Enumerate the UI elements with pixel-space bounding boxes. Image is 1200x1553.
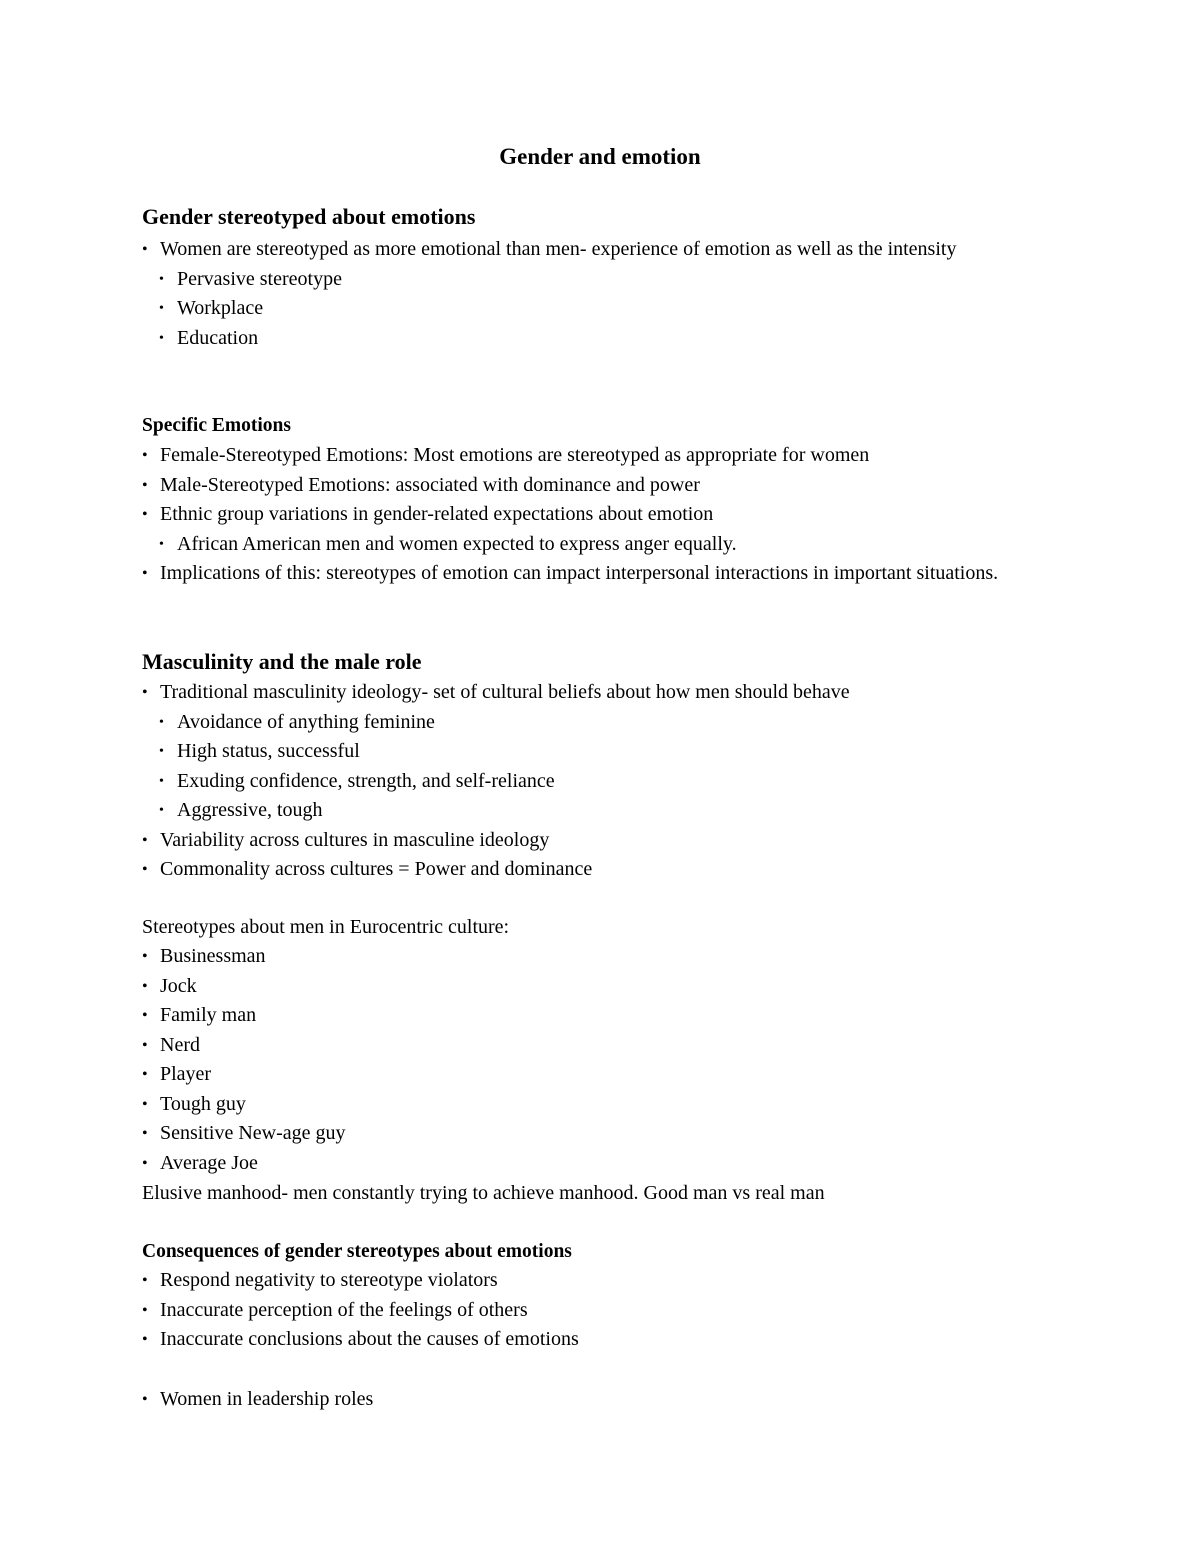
list-item-text: Inaccurate perception of the feelings of others [160, 1298, 528, 1321]
bullet-icon: • [159, 714, 164, 730]
list-item [0, 530, 1200, 560]
list-item [0, 1266, 1200, 1296]
list-item [0, 942, 1200, 972]
list-item-text: Women are stereotyped as more emotional than men- experience of emotion as well as the intensity [160, 238, 957, 260]
list-item [0, 1119, 1200, 1149]
list-item [0, 767, 1200, 797]
elusive-manhood-text: Elusive manhood- men constantly trying to achieve manhood. Good man vs real man [142, 1182, 825, 1204]
list-item-text: Jock [160, 974, 197, 997]
list-item [0, 826, 1200, 856]
list-item-text: High status, successful [177, 740, 360, 762]
list-item-text: African American men and women expected to express anger equally. [177, 532, 737, 555]
eurocentric-stereotypes-intro: Stereotypes about men in Eurocentric culture: [142, 916, 510, 938]
specific-emotions-list [0, 441, 1200, 589]
list-item-text: Male-Stereotyped Emotions: associated with dominance and power [160, 473, 700, 496]
list-item [0, 265, 1200, 295]
list-item-text: Ethnic group variations in gender-related expectations about emotion [160, 503, 714, 525]
list-item-text: Sensitive New-age guy [160, 1122, 346, 1144]
bullet-icon: • [142, 1007, 148, 1024]
list-item-text: Variability across cultures in masculine ideology [160, 828, 550, 851]
gender-stereotypes-list [0, 235, 1200, 353]
consequences-list [0, 1266, 1200, 1355]
list-item-text: Avoidance of anything feminine [177, 710, 435, 733]
bullet-icon: • [159, 301, 164, 316]
list-item-text: Average Joe [160, 1151, 258, 1174]
masculinity-list [0, 678, 1200, 885]
bullet-icon: • [142, 861, 148, 878]
bullet-icon: • [142, 1066, 148, 1083]
list-item-text: Pervasive stereotype [177, 267, 342, 290]
bullet-icon: • [142, 1272, 148, 1289]
section-heading-consequences: Consequences of gender stereotypes about emotions [142, 1241, 572, 1262]
bullet-icon: • [142, 948, 148, 965]
bullet-icon: • [142, 506, 148, 523]
leadership-list [0, 1385, 1200, 1415]
list-item-text: Tough guy [160, 1092, 246, 1115]
list-item [0, 1031, 1200, 1061]
bullet-icon: • [159, 271, 164, 287]
bullet-icon: • [142, 1391, 148, 1408]
page-title: Gender and emotion [499, 144, 701, 169]
list-item [0, 855, 1200, 885]
bullet-icon: • [142, 1125, 148, 1142]
bullet-icon: • [142, 684, 148, 701]
list-item-text: Businessman [160, 945, 266, 967]
bullet-icon: • [142, 476, 148, 494]
list-item [0, 1001, 1200, 1031]
list-item-text: Women in leadership roles [160, 1388, 374, 1410]
list-item [0, 1296, 1200, 1326]
bullet-icon: • [142, 831, 148, 849]
list-item-text: Workplace [177, 297, 264, 319]
section-heading-masculinity: Masculinity and the male role [142, 649, 422, 674]
bullet-icon: • [142, 1301, 148, 1319]
list-item [0, 1325, 1200, 1355]
bullet-icon: • [159, 773, 164, 789]
list-item [0, 324, 1200, 354]
eurocentric-stereotypes-list [0, 942, 1200, 1178]
list-item [0, 235, 1060, 265]
list-item [0, 1149, 1200, 1179]
bullet-icon: • [142, 977, 148, 995]
list-item [0, 500, 1200, 530]
list-item-text: Female-Stereotyped Emotions: Most emotions are stereotyped as appropriate for women [160, 444, 870, 466]
section-heading-specific-emotions: Specific Emotions [142, 415, 291, 436]
list-item-text: Nerd [160, 1033, 200, 1056]
list-item [0, 796, 1200, 826]
bullet-icon: • [142, 1154, 148, 1172]
bullet-icon: • [159, 744, 164, 759]
bullet-icon: • [142, 447, 148, 464]
list-item-text: Traditional masculinity ideology- set of cultural beliefs about how men should behave [160, 681, 850, 703]
list-item-text: Respond negativity to stereotype violators [160, 1269, 498, 1291]
list-item [0, 471, 1200, 501]
bullet-icon: • [159, 803, 164, 818]
list-item-text: Inaccurate conclusions about the causes of emotions [160, 1328, 579, 1350]
list-item-text: Implications of this: stereotypes of emotion can impact interpersonal interactions in important situations. [160, 562, 999, 584]
list-item-text: Aggressive, tough [177, 799, 323, 821]
list-item-text: Exuding confidence, strength, and self-reliance [177, 769, 555, 792]
bullet-icon: • [142, 565, 148, 582]
list-item [0, 441, 1200, 471]
bullet-icon: • [142, 241, 148, 258]
list-item [0, 737, 1200, 767]
section-heading-gender-stereotypes: Gender stereotyped about emotions [142, 204, 476, 229]
list-item [0, 294, 1200, 324]
list-item-text: Family man [160, 1004, 257, 1026]
bullet-icon: • [142, 1095, 148, 1113]
list-item [0, 1090, 1200, 1120]
bullet-icon: • [142, 1036, 148, 1054]
list-item [0, 1060, 1200, 1090]
list-item [0, 678, 1200, 708]
list-item-text: Player [160, 1063, 212, 1085]
list-item [0, 559, 1060, 589]
list-item [0, 708, 1200, 738]
bullet-icon: • [142, 1331, 148, 1348]
list-item-text: Education [177, 326, 259, 349]
bullet-icon: • [159, 330, 164, 346]
list-item [0, 1385, 1200, 1415]
bullet-icon: • [159, 536, 164, 552]
list-item-text: Commonality across cultures = Power and dominance [160, 858, 593, 880]
list-item [0, 972, 1200, 1002]
